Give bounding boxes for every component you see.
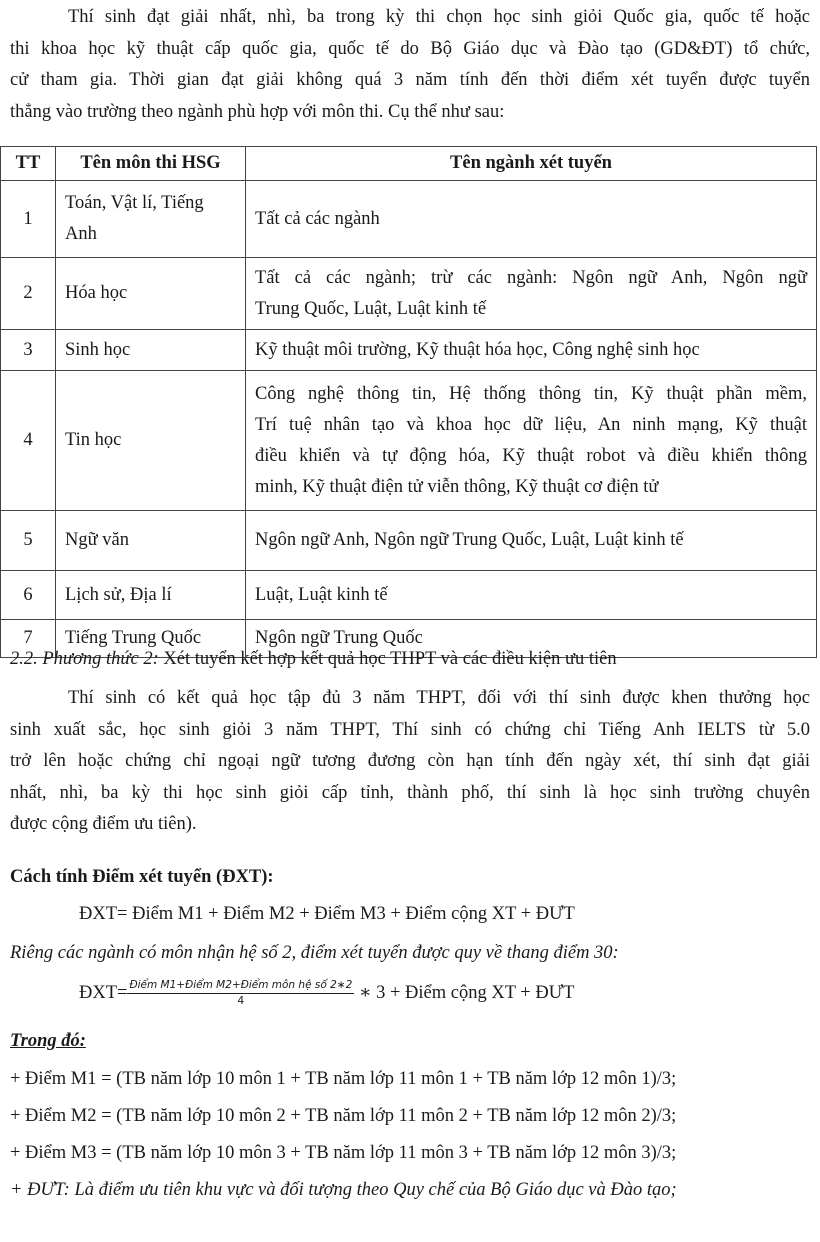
special-note: Riêng các ngành có môn nhận hệ số 2, điểm xét tuyển được quy về thang điểm 30: xyxy=(10,943,619,963)
header-tt: TT xyxy=(1,147,56,181)
dxt-heading: Cách tính Điểm xét tuyển (ĐXT): xyxy=(10,867,274,887)
definition-m1: + Điểm M1 = (TB năm lớp 10 môn 1 + TB năm lớp 11 môn 1 + TB năm lớp 12 môn 1)/3; xyxy=(10,1069,677,1089)
row-majors: Tất cả các ngành; trừ các ngành: Ngôn ngữ Anh, Ngôn ngữ Trung Quốc, Luật, Luật kinh tế xyxy=(246,258,817,330)
row-subject: Lịch sử, Địa lí xyxy=(56,571,246,620)
row-number: 2 xyxy=(1,258,56,330)
formula-lhs: ĐXT= xyxy=(79,983,128,1003)
row-number: 4 xyxy=(1,371,56,511)
method-2-line: được cộng điểm ưu tiên). xyxy=(10,814,197,834)
row-subject: Hóa học xyxy=(56,258,246,330)
fraction-denominator: 4 xyxy=(237,995,245,1008)
intro-line: cử tham gia. Thời gian đạt giải không quá 3 năm tính đến thời điểm xét tuyển được tuyển xyxy=(10,70,810,90)
row-majors: Kỹ thuật môi trường, Kỹ thuật hóa học, Công nghệ sinh học xyxy=(246,330,817,371)
dxt-formula: ĐXT= Điểm M1 + Điểm M2 + Điểm M3 + Điểm cộng XT + ĐƯT xyxy=(79,904,575,924)
definition-m3: + Điểm M3 = (TB năm lớp 10 môn 3 + TB năm lớp 11 môn 3 + TB năm lớp 12 môn 3)/3; xyxy=(10,1143,677,1163)
table-row xyxy=(1,181,817,258)
subject-major-table xyxy=(0,146,817,658)
header-major: Tên ngành xét tuyển xyxy=(246,147,817,181)
intro-line: Thí sinh đạt giải nhất, nhì, ba trong kỳ thi chọn học sinh giỏi Quốc gia, quốc tế hoặc xyxy=(68,7,810,27)
fraction-numerator: Điểm M1+Điểm M2+Điểm môn hệ số 2∗2 xyxy=(127,978,354,994)
row-majors: Ngôn ngữ Trung Quốc xyxy=(246,620,817,658)
row-number: 5 xyxy=(1,511,56,571)
row-majors: Luật, Luật kinh tế xyxy=(246,571,817,620)
row-subject: Tiếng Trung Quốc xyxy=(56,620,246,658)
row-majors: Tất cả các ngành xyxy=(246,181,817,258)
method-2-label: 2.2. Phương thức 2: xyxy=(10,649,159,669)
formula-fraction xyxy=(127,978,354,1009)
row-number: 6 xyxy=(1,571,56,620)
row-subject: Toán, Vật lí, Tiếng Anh xyxy=(56,181,246,258)
formula-rhs: ∗ 3 + Điểm cộng XT + ĐƯT xyxy=(354,983,575,1003)
row-subject: Tin học xyxy=(56,371,246,511)
table-row xyxy=(1,571,817,620)
intro-paragraph xyxy=(10,2,810,128)
method-2-line: nhất, nhì, ba kỳ thi học sinh giỏi cấp tỉnh, thành phố, thí sinh là học sinh trường chuyên xyxy=(10,782,810,803)
intro-line: thi khoa học kỹ thuật cấp quốc gia, quốc tế do Bộ Giáo dục và Đào tạo (GD&ĐT) tổ chức, xyxy=(10,38,810,59)
table-row xyxy=(1,511,817,571)
row-number: 3 xyxy=(1,330,56,371)
definition-m2: + Điểm M2 = (TB năm lớp 10 môn 2 + TB năm lớp 11 môn 2 + TB năm lớp 12 môn 2)/3; xyxy=(10,1106,677,1126)
row-subject: Sinh học xyxy=(56,330,246,371)
table-row xyxy=(1,330,817,371)
row-number: 7 xyxy=(1,620,56,658)
method-2-paragraph xyxy=(10,683,810,841)
row-subject: Ngữ văn xyxy=(56,511,246,571)
method-2-line: trở lên hoặc chứng chỉ ngoại ngữ tương đương còn hạn tính đến ngày xét, thí sinh đạt giải xyxy=(10,751,810,771)
row-majors: Công nghệ thông tin, Hệ thống thông tin, Kỹ thuật phần mềm, Trí tuệ nhân tạo và khoa học dữ liệu, An ninh mạng, Kỹ thuật điều khiển và tự động hóa, Kỹ thuật robot và điều khiển thông minh, Kỹ thuật điện tử viễn thông, Kỹ thuật cơ điện tử xyxy=(246,371,817,511)
method-2-line: sinh xuất sắc, học sinh giỏi 3 năm THPT, Thí sinh có chứng chỉ Tiếng Anh IELTS từ 5.0 xyxy=(10,719,810,740)
table-row xyxy=(1,258,817,330)
row-majors: Ngôn ngữ Anh, Ngôn ngữ Trung Quốc, Luật, Luật kinh tế xyxy=(246,511,817,571)
header-subject: Tên môn thi HSG xyxy=(56,147,246,181)
definition-dut: + ĐƯT: Là điểm ưu tiên khu vực và đối tượng theo Quy chế của Bộ Giáo dục và Đào tạo; xyxy=(10,1180,677,1200)
dxt-formula-scaled xyxy=(79,978,574,1009)
table-row xyxy=(1,371,817,511)
method-2-text: Xét tuyển kết hợp kết quả học THPT và các điều kiện ưu tiên xyxy=(158,649,617,669)
table-header-row xyxy=(1,147,817,181)
row-number: 1 xyxy=(1,181,56,258)
intro-line: thẳng vào trường theo ngành phù hợp với môn thi. Cụ thể như sau: xyxy=(10,101,505,122)
method-2-line: Thí sinh có kết quả học tập đủ 3 năm THPT, đối với thí sinh được khen thưởng học xyxy=(68,688,810,708)
method-2-heading xyxy=(10,644,617,674)
trong-do-label: Trong đó: xyxy=(10,1031,86,1051)
